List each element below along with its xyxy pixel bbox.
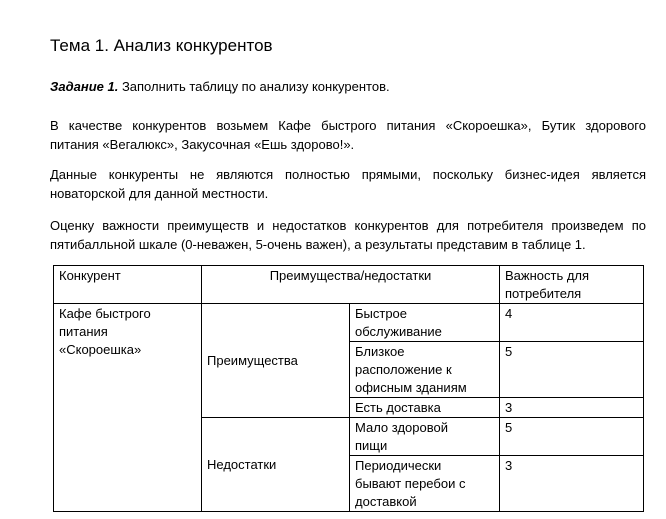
paragraph-line: новаторской для данной местности. <box>50 186 269 201</box>
paragraph-line: Оценку важности преимуществ и недостатков конкурентов для потребителя произведем по <box>50 218 646 233</box>
table-row <box>54 304 644 342</box>
header-importance <box>500 266 644 304</box>
competitor-name-line: питания <box>59 324 108 339</box>
paragraph-line: питания «Вегалюкс», Закусочная «Ешь здорово!». <box>50 137 355 152</box>
header-importance-line: Важность для <box>505 268 590 283</box>
paragraph-competitors <box>50 116 646 154</box>
competitor-analysis-table <box>53 265 644 512</box>
page-title: Тема 1. Анализ конкурентов <box>50 36 273 55</box>
paragraph-scale <box>50 216 646 254</box>
factor-cell <box>350 342 500 398</box>
paragraph-line: Данные конкуренты не являются полностью прямыми, поскольку бизнес-идея является <box>50 167 646 182</box>
competitor-name-line: Кафе быстрого <box>59 306 151 321</box>
task-text: Заполнить таблицу по анализу конкурентов. <box>118 79 390 94</box>
factor-line: офисным зданиям <box>355 380 467 395</box>
factor-line: бывают перебои с <box>355 476 466 491</box>
factor-cell <box>350 418 500 456</box>
importance-cell: 3 <box>500 398 644 418</box>
factor-line: пищи <box>355 438 388 453</box>
competitor-name-cell <box>54 304 202 512</box>
group-advantages: Преимущества <box>202 304 350 418</box>
importance-cell: 4 <box>500 304 644 342</box>
factor-line: обслуживание <box>355 324 442 339</box>
factor-line: Мало здоровой <box>355 420 448 435</box>
task-statement <box>50 78 390 95</box>
competitor-name-line: «Скороешка» <box>59 342 142 357</box>
table-header-row <box>54 266 644 304</box>
factor-cell: Есть доставка <box>350 398 500 418</box>
importance-cell: 5 <box>500 342 644 398</box>
factor-line: расположение к <box>355 362 452 377</box>
paragraph-line: пятибалльной шкале (0-неважен, 5-очень важен), а результаты представим в таблице 1. <box>50 237 586 252</box>
paragraph-not-direct <box>50 165 646 203</box>
factor-line: доставкой <box>355 494 417 509</box>
paragraph-line: В качестве конкурентов возьмем Кафе быстрого питания «Скороешка», Бутик здорового <box>50 118 646 133</box>
group-disadvantages: Недостатки <box>202 418 350 512</box>
factor-cell <box>350 304 500 342</box>
header-importance-line: потребителя <box>505 286 582 301</box>
header-pros-cons: Преимущества/недостатки <box>202 266 500 304</box>
importance-cell: 5 <box>500 418 644 456</box>
factor-cell <box>350 456 500 512</box>
factor-line: Быстрое <box>355 306 408 321</box>
task-label: Задание 1. <box>50 79 119 94</box>
importance-cell: 3 <box>500 456 644 512</box>
factor-line: Близкое <box>355 344 405 359</box>
factor-line: Периодически <box>355 458 442 473</box>
header-competitor: Конкурент <box>54 266 202 304</box>
